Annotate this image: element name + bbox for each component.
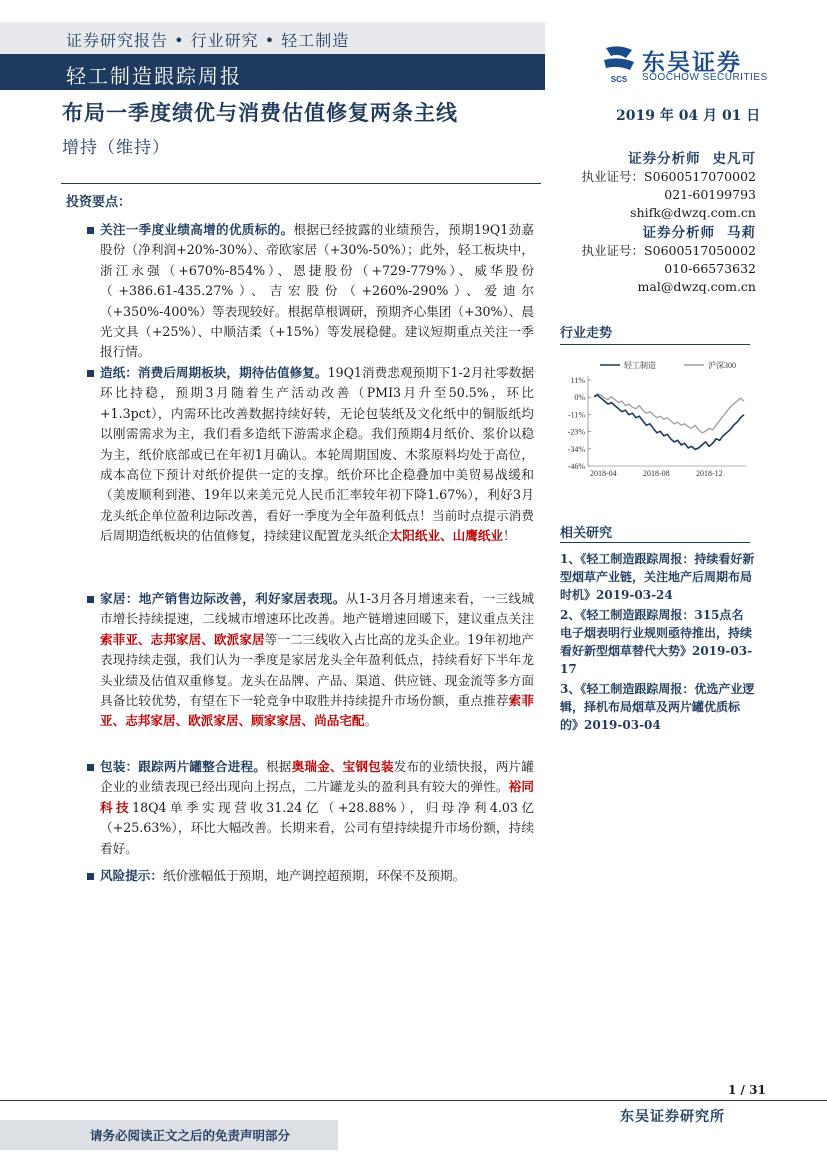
investment-point [100, 363, 534, 547]
legend-label: 沪深300 [708, 361, 736, 370]
point-heading: 造纸：消费后周期板块，期待估值修复。 [100, 365, 328, 380]
point-text: 纸价涨幅低于预期，地产调控超预期，环保不及预期。 [162, 868, 466, 883]
divider [560, 542, 750, 543]
x-tick-label: 2018-12 [696, 469, 723, 478]
point-text: 18Q4单季实现营收31.24亿（+28.88%），归母净利4.03亿（+25.63%），环比大幅改善。长期来看，公司有望持续提升市场份额，持续看好。 [100, 799, 534, 856]
analyst-name: 马莉 [727, 225, 756, 241]
footer-divider [0, 1100, 827, 1101]
header-category-bar [0, 22, 545, 54]
report-date: 2019 年 04 月 01 日 [616, 108, 761, 124]
bullet-icon [87, 873, 94, 880]
logo-text-en: SOOCHOW SECURITIES [642, 72, 768, 83]
divider [61, 183, 541, 184]
trend-chart [558, 352, 754, 484]
highlight-company: 奥瑞金、宝钢包装 [291, 759, 394, 774]
logo-text-cn: 东吴证券 [642, 50, 742, 76]
related-item[interactable]: 1、《轻工制造跟踪周报：持续看好新型烟草产业链，关注地产后周期布局时机》2019-03-24 [560, 552, 755, 602]
y-tick-label: -23% [567, 427, 585, 437]
trend-chart-svg [558, 352, 754, 484]
point-text: 根据已经披露的业绩预告，预期19Q1劲嘉股份（净利润+20%-30%）、帝欧家居（+30%-50%）；此外，轻工板块中，浙江永强（+670%-854%）、恩捷股份（+729-779%）、威华股份（+386.61-435.27%）、吉宏股份（+260%-290%）、爱迪尔（+350%-400%）等表现较好。根据草根调研，预期齐心集团（+30%）、晨光文具（+25%）、中顺洁柔（+15%）等发展稳健。建议短期重点关注一季报行情。 [100, 222, 534, 360]
highlight-company: 太阳纸业、山鹰纸业 [389, 528, 503, 544]
analyst-email[interactable]: mal@dwzq.com.cn [637, 279, 756, 294]
company-logo [600, 44, 770, 86]
analyst-block-2 [560, 224, 756, 296]
bullet-icon [87, 764, 94, 771]
analyst-phone: 021-60199793 [664, 187, 756, 202]
related-heading: 相关研究 [560, 526, 613, 541]
analyst-license: 执业证号：S0600517070002 [581, 169, 756, 184]
point-text: 根据 [266, 759, 292, 774]
rating: 增持（维持） [62, 138, 170, 158]
investment-point [100, 589, 534, 732]
x-tick-label: 2018-08 [643, 469, 670, 478]
bullet-icon [87, 596, 94, 603]
point-heading: 家居：地产销售边际改善，利好家居表现。 [100, 591, 346, 606]
logo-mark-text: SCS [610, 75, 628, 84]
trend-heading: 行业走势 [560, 326, 613, 341]
report-type: 轻工制造跟踪周报 [66, 64, 242, 88]
series-line-1 [594, 394, 744, 433]
header-categories: 证券研究报告 • 行业研究 • 轻工制造 [66, 31, 350, 50]
investment-point [100, 757, 534, 859]
highlight-company: 裕同科技 [100, 779, 535, 815]
point-heading: 关注一季度业绩高增的优质标的。 [100, 222, 294, 237]
disclaimer-text: 请务必阅读正文之后的免责声明部分 [90, 1128, 291, 1143]
analyst-block-1 [560, 150, 756, 222]
disclaimer-bar [0, 1120, 338, 1150]
series-line-0 [594, 395, 744, 449]
highlight-company: 索菲亚、志邦家居、欧派家居 [100, 631, 265, 647]
analyst-phone: 010-66573632 [664, 261, 756, 276]
divider [560, 344, 750, 345]
point-text: 19Q1消费悲观预期下1-2月社零数据环比持稳，预期3月随着生产活动改善（PMI3月升至50.5%，环比+1.3pct），内需环比改善数据持续好转，无论包装纸及文化纸中的铜版纸均以刚需需求为主，我们看多造纸下游需求企稳。我们预期4月纸价、浆价以稳为主，纸价底部或已在年初1月确认。本轮周期国废、木浆原料均处于高位，成本高位下预计对纸价提供一定的支撑。纸价环比企稳叠加中美贸易战缓和（美废顺利到港、19年以来美元兑人民币汇率较年初下降1.67%），利好3月龙头纸企单位盈利边际改善，看好一季度为全年盈利低点！当前时点提示消费后周期造纸板块的估值修复，持续建议配置龙头纸企 [100, 365, 534, 544]
legend-label: 轻工制造 [624, 361, 656, 370]
point-text: 。 [364, 713, 378, 729]
y-tick-label: -46% [567, 462, 585, 471]
report-title: 布局一季度绩优与消费估值修复两条主线 [62, 100, 458, 125]
bullet-icon [87, 370, 94, 377]
point-text: 发布的业绩快报，两片罐企业的业绩表现已经出现向上拐点，二片罐龙头的盈利具有较大的弹性。 [100, 759, 535, 795]
analyst-role: 证券分析师 [628, 151, 701, 167]
y-tick-label: -34% [567, 444, 585, 454]
related-item[interactable]: 3、《轻工制造跟踪周报：优选产业逻辑，择机布局烟草及两片罐优质标的》2019-03-04 [560, 682, 755, 732]
page-number: 1 / 31 [728, 1083, 766, 1097]
point-text: 从1-3月各月增速来看，一三线城市增长持续提速，二线城市增速环比改善。地产链增速回暖下，建议重点关注 [100, 591, 535, 627]
analyst-role: 证券分析师 [642, 225, 716, 241]
analyst-license: 执业证号：S0600517050002 [581, 243, 756, 258]
investment-point [100, 866, 534, 886]
point-text: ！ [503, 528, 516, 544]
analyst-email[interactable]: shifk@dwzq.com.cn [630, 205, 756, 220]
highlight-company: 索菲亚、志邦家居、欧派家居、顾家家居、尚品宅配 [100, 693, 535, 729]
header-report-type-bar [0, 54, 545, 90]
point-text: 等一二三线收入占比高的龙头企业。19年初地产表现持续走强，我们认为一季度是家居龙头全年盈利低点，持续看好下半年龙头业绩及估值双重修复。龙头在品牌、产品、渠道、供应链、现金流等多方面具备比较优势，有望在下一轮竞争中取胜并持续提升市场份额，重点推荐 [100, 631, 534, 709]
x-tick-label: 2018-04 [590, 469, 617, 478]
y-tick-label: 0% [574, 393, 585, 403]
point-heading: 风险提示： [100, 868, 163, 883]
point-heading: 包装：跟踪两片罐整合进程。 [100, 759, 267, 774]
y-tick-label: -11% [567, 410, 585, 420]
footer-institute: 东吴证券研究所 [620, 1109, 725, 1125]
analyst-name: 史凡可 [712, 151, 756, 167]
logo-mark-icon [600, 44, 638, 84]
bullet-icon [87, 227, 94, 234]
summary-heading: 投资要点： [66, 195, 132, 210]
related-item[interactable]: 2、《轻工制造跟踪周报：315点名电子烟表明行业规则亟待推出，持续看好新型烟草替代大势》2019-03-17 [560, 608, 753, 676]
investment-point [100, 220, 534, 363]
related-list [560, 550, 755, 736]
y-tick-label: 11% [570, 376, 585, 385]
